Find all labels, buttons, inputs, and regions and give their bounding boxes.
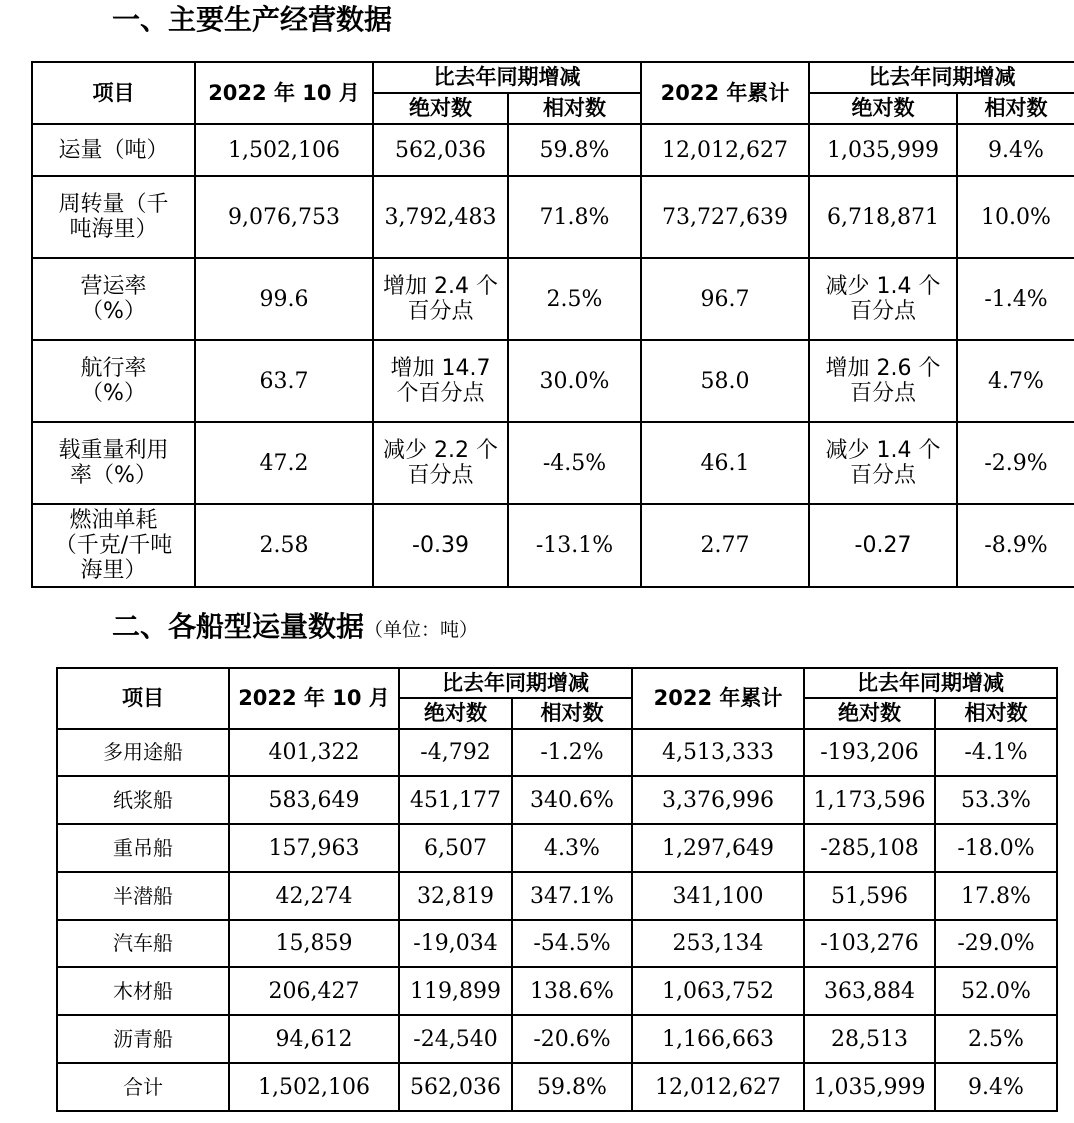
header-yoy-ytd: 比去年同期增减 <box>809 62 1074 93</box>
cell-abs-ytd: 363,884 <box>804 967 935 1015</box>
header-rel-ytd: 相对数 <box>957 93 1074 124</box>
header-rel-ytd: 相对数 <box>935 698 1057 729</box>
cell-month: 94,612 <box>229 1015 399 1063</box>
table-row <box>32 422 1074 504</box>
table-row <box>32 176 1074 258</box>
header-item: 项目 <box>57 668 229 729</box>
header-yoy-month: 比去年同期增减 <box>399 668 632 698</box>
table-row <box>32 124 1074 176</box>
cell-rel: 4.3% <box>512 824 632 872</box>
row-label: 汽车船 <box>57 920 229 967</box>
table-row <box>57 920 1057 967</box>
table-row <box>57 967 1057 1015</box>
cell-rel-ytd: 52.0% <box>935 967 1057 1015</box>
cell-abs: 增加 2.4 个 百分点 <box>373 258 508 340</box>
cell-rel: 347.1% <box>512 872 632 920</box>
row-label: 木材船 <box>57 967 229 1015</box>
cell-rel: 71.8% <box>508 176 641 258</box>
cell-rel-ytd: -29.0% <box>935 920 1057 967</box>
cell-rel: 340.6% <box>512 776 632 824</box>
cell-rel-ytd: 9.4% <box>957 124 1074 176</box>
row-label: 燃油单耗 （千克/千吨 海里） <box>32 504 195 587</box>
table-row <box>57 872 1057 920</box>
header-abs-ytd: 绝对数 <box>809 93 957 124</box>
cell-ytd: 58.0 <box>641 340 809 422</box>
cell-month: 63.7 <box>195 340 373 422</box>
cell-month: 99.6 <box>195 258 373 340</box>
cell-month: 206,427 <box>229 967 399 1015</box>
cell-abs: 119,899 <box>399 967 512 1015</box>
cell-abs-ytd: 减少 1.4 个 百分点 <box>809 258 957 340</box>
header-abs: 绝对数 <box>373 93 508 124</box>
cell-abs-ytd: 减少 1.4 个 百分点 <box>809 422 957 504</box>
cell-abs-ytd: 1,035,999 <box>804 1063 935 1111</box>
cell-month: 42,274 <box>229 872 399 920</box>
table-row <box>57 1015 1057 1063</box>
cell-rel: -1.2% <box>512 729 632 776</box>
row-label: 运量（吨） <box>32 124 195 176</box>
cell-rel: 30.0% <box>508 340 641 422</box>
header-item: 项目 <box>32 62 195 124</box>
header-month: 2022 年 10 月 <box>229 668 399 729</box>
cell-abs: 562,036 <box>373 124 508 176</box>
cell-abs-ytd: 1,173,596 <box>804 776 935 824</box>
cell-abs-ytd: 6,718,871 <box>809 176 957 258</box>
cell-month: 583,649 <box>229 776 399 824</box>
cell-month: 1,502,106 <box>229 1063 399 1111</box>
cell-month: 9,076,753 <box>195 176 373 258</box>
cell-rel-ytd: 9.4% <box>935 1063 1057 1111</box>
cell-rel: 2.5% <box>508 258 641 340</box>
table-row <box>57 729 1057 776</box>
table-row <box>32 504 1074 587</box>
cell-ytd: 73,727,639 <box>641 176 809 258</box>
cell-ytd: 3,376,996 <box>632 776 804 824</box>
cell-rel: 138.6% <box>512 967 632 1015</box>
cell-abs: 减少 2.2 个 百分点 <box>373 422 508 504</box>
header-yoy-ytd: 比去年同期增减 <box>804 668 1057 698</box>
cell-abs-ytd: 1,035,999 <box>809 124 957 176</box>
header-rel: 相对数 <box>512 698 632 729</box>
cell-rel: 59.8% <box>508 124 641 176</box>
cell-abs-ytd: -193,206 <box>804 729 935 776</box>
cell-month: 157,963 <box>229 824 399 872</box>
cell-rel: -54.5% <box>512 920 632 967</box>
cell-ytd: 46.1 <box>641 422 809 504</box>
header-month: 2022 年 10 月 <box>195 62 373 124</box>
table-row <box>57 824 1057 872</box>
row-label: 航行率 （%） <box>32 340 195 422</box>
header-ytd: 2022 年累计 <box>632 668 804 729</box>
cell-abs-ytd: 51,596 <box>804 872 935 920</box>
row-label: 营运率 （%） <box>32 258 195 340</box>
cell-rel-ytd: 53.3% <box>935 776 1057 824</box>
cell-rel-ytd: -8.9% <box>957 504 1074 587</box>
table-row <box>32 258 1074 340</box>
cell-ytd: 96.7 <box>641 258 809 340</box>
cell-abs: -19,034 <box>399 920 512 967</box>
cell-rel-ytd: 4.7% <box>957 340 1074 422</box>
cell-month: 1,502,106 <box>195 124 373 176</box>
production-data-table <box>31 61 1074 588</box>
cell-rel-ytd: -4.1% <box>935 729 1057 776</box>
cell-abs: 562,036 <box>399 1063 512 1111</box>
cell-abs: 451,177 <box>399 776 512 824</box>
cell-abs-ytd: 28,513 <box>804 1015 935 1063</box>
cell-rel-ytd: -2.9% <box>957 422 1074 504</box>
cell-ytd: 253,134 <box>632 920 804 967</box>
table-row <box>57 776 1057 824</box>
cell-month: 2.58 <box>195 504 373 587</box>
cell-abs: 32,819 <box>399 872 512 920</box>
cell-abs-ytd: -285,108 <box>804 824 935 872</box>
cell-month: 401,322 <box>229 729 399 776</box>
cell-rel-ytd: 10.0% <box>957 176 1074 258</box>
cell-ytd: 341,100 <box>632 872 804 920</box>
cell-abs: -24,540 <box>399 1015 512 1063</box>
cell-abs: 3,792,483 <box>373 176 508 258</box>
cell-abs-ytd: 增加 2.6 个 百分点 <box>809 340 957 422</box>
cell-rel-ytd: 17.8% <box>935 872 1057 920</box>
cell-month: 15,859 <box>229 920 399 967</box>
cell-rel: -4.5% <box>508 422 641 504</box>
cell-rel-ytd: -18.0% <box>935 824 1057 872</box>
cell-abs: 6,507 <box>399 824 512 872</box>
header-abs: 绝对数 <box>399 698 512 729</box>
cell-ytd: 12,012,627 <box>632 1063 804 1111</box>
cell-ytd: 4,513,333 <box>632 729 804 776</box>
row-label: 半潜船 <box>57 872 229 920</box>
cell-month: 47.2 <box>195 422 373 504</box>
row-label: 沥青船 <box>57 1015 229 1063</box>
header-abs-ytd: 绝对数 <box>804 698 935 729</box>
cell-abs: 增加 14.7 个百分点 <box>373 340 508 422</box>
cell-abs: -0.39 <box>373 504 508 587</box>
cell-ytd: 1,063,752 <box>632 967 804 1015</box>
cell-ytd: 1,166,663 <box>632 1015 804 1063</box>
cell-ytd: 1,297,649 <box>632 824 804 872</box>
cell-rel: -20.6% <box>512 1015 632 1063</box>
cell-rel-ytd: 2.5% <box>935 1015 1057 1063</box>
header-yoy-month: 比去年同期增减 <box>373 62 641 93</box>
section-2-title: 二、各船型运量数据（单位：吨） <box>112 610 479 643</box>
row-label: 载重量利用 率（%） <box>32 422 195 504</box>
cell-rel: -13.1% <box>508 504 641 587</box>
table-row <box>32 340 1074 422</box>
section-1-title: 一、主要生产经营数据 <box>112 3 393 36</box>
row-label: 重吊船 <box>57 824 229 872</box>
header-rel: 相对数 <box>508 93 641 124</box>
cell-ytd: 2.77 <box>641 504 809 587</box>
table-row-total <box>57 1063 1057 1111</box>
cell-abs-ytd: -103,276 <box>804 920 935 967</box>
unit-note: （单位：吨） <box>364 619 479 641</box>
cell-abs-ytd: -0.27 <box>809 504 957 587</box>
ship-type-volume-table <box>56 667 1058 1112</box>
row-label: 纸浆船 <box>57 776 229 824</box>
cell-rel: 59.8% <box>512 1063 632 1111</box>
cell-rel-ytd: -1.4% <box>957 258 1074 340</box>
row-label: 合计 <box>57 1063 229 1111</box>
cell-ytd: 12,012,627 <box>641 124 809 176</box>
header-ytd: 2022 年累计 <box>641 62 809 124</box>
row-label: 周转量（千 吨海里） <box>32 176 195 258</box>
cell-abs: -4,792 <box>399 729 512 776</box>
row-label: 多用途船 <box>57 729 229 776</box>
